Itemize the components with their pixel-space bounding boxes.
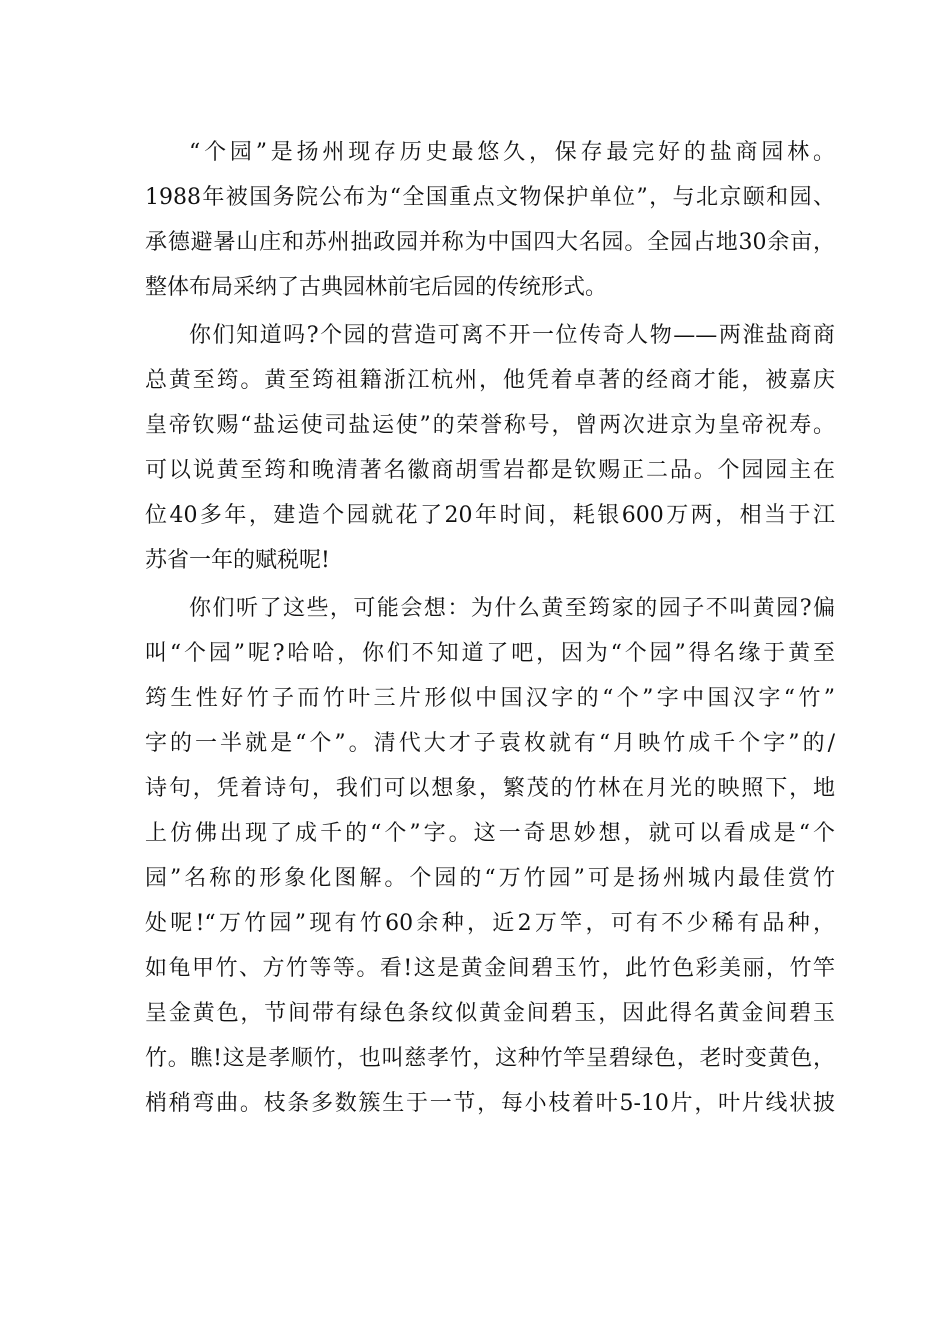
- text-line: 位40多年，建造个园就花了20年时间，耗银600万两，相当于江: [145, 503, 835, 528]
- text-line: 筠生性好竹子而竹叶三片形似中国汉字的“个”字中国汉字“竹”: [145, 686, 835, 711]
- text-line: 总黄至筠。黄至筠祖籍浙江杭州，他凭着卓著的经商才能，被嘉庆: [145, 368, 835, 393]
- text-line: 整体布局采纳了古典园林前宅后园的传统形式。: [145, 275, 608, 300]
- paragraph-3: [145, 586, 835, 1126]
- text-line: 竹。瞧!这是孝顺竹，也叫慈孝竹，这种竹竿呈碧绿色，老时变黄色，: [145, 1046, 835, 1071]
- paragraph-2: [145, 313, 835, 583]
- text-line: “个园”是扬州现存历史最悠久，保存最完好的盐商园林。: [189, 140, 835, 165]
- text-line: 字的一半就是“个”。清代大才子袁枚就有“月映竹成千个字”的/: [145, 731, 835, 756]
- paragraph-1: [145, 130, 835, 310]
- text-line: 叫“个园”呢?哈哈，你们不知道了吧，因为“个园”得名缘于黄至: [145, 641, 835, 666]
- text-line: 承德避暑山庄和苏州拙政园并称为中国四大名园。全园占地30余亩，: [145, 230, 835, 255]
- text-line: 苏省一年的赋税呢!: [145, 548, 330, 573]
- text-line: 处呢!“万竹园”现有竹60余种，近2万竿，可有不少稀有品种，: [145, 911, 835, 936]
- text-line: 上仿佛出现了成千的“个”字。这一奇思妙想，就可以看成是“个: [145, 821, 835, 846]
- text-line: 你们知道吗?个园的营造可离不开一位传奇人物——两淮盐商商: [189, 323, 835, 348]
- text-line: 如龟甲竹、方竹等等。看!这是黄金间碧玉竹，此竹色彩美丽，竹竿: [145, 956, 835, 981]
- text-line: 梢稍弯曲。枝条多数簇生于一节，每小枝着叶5-10片，叶片线状披: [145, 1091, 835, 1116]
- text-line: 园”名称的形象化图解。个园的“万竹园”可是扬州城内最佳赏竹: [145, 866, 835, 891]
- text-line: 皇帝钦赐“盐运使司盐运使”的荣誉称号，曾两次进京为皇帝祝寿。: [145, 413, 835, 438]
- text-line: 呈金黄色，节间带有绿色条纹似黄金间碧玉，因此得名黄金间碧玉: [145, 1001, 835, 1026]
- document-body: [145, 130, 835, 1126]
- text-line: 诗句，凭着诗句，我们可以想象，繁茂的竹林在月光的映照下，地: [145, 776, 835, 801]
- text-line: 1988年被国务院公布为“全国重点文物保护单位”，与北京颐和园、: [145, 185, 835, 210]
- text-line: 你们听了这些，可能会想：为什么黄至筠家的园子不叫黄园?偏: [189, 596, 835, 621]
- text-line: 可以说黄至筠和晚清著名徽商胡雪岩都是钦赐正二品。个园园主在: [145, 458, 835, 483]
